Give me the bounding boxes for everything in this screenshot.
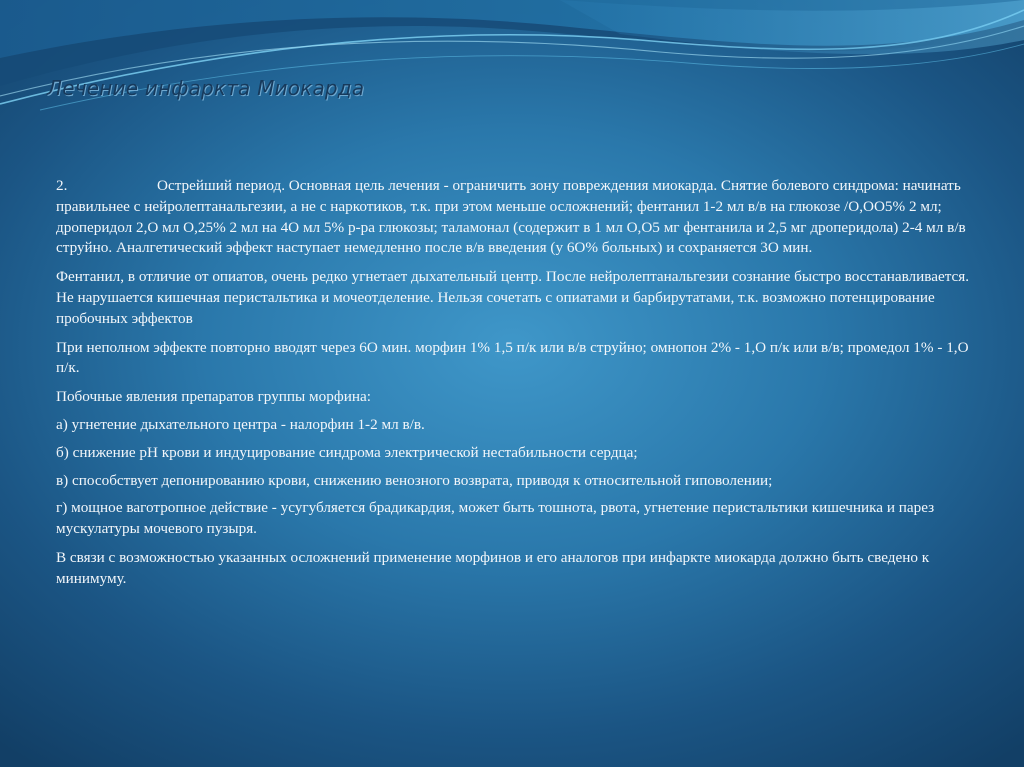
paragraph-1	[56, 176, 976, 259]
paragraph-5: а) угнетение дыхательного центра - налорфин 1-2 мл в/в.	[56, 415, 425, 433]
slide-body	[56, 176, 976, 598]
decorative-waves	[0, 0, 1024, 130]
paragraph-2: Фентанил, в отличие от опиатов, очень редко угнетает дыхательный центр. После нейролептанальгезии сознание быстро восстанавливается. Не нарушается кишечная перистальтика и мочеотделение. Нельзя сочетать с опиатами и барбирутатами, т.к. возможно потенцирование пробочных эффектов	[56, 268, 970, 327]
item-number: 2.	[56, 177, 68, 194]
paragraph-3: При неполном эффекте повторно вводят через 6О мин. морфин 1% 1,5 п/к или в/в струйно; омнопон 2% - 1,О п/к или в/в; промедол 1% - 1,О п/к.	[56, 338, 969, 377]
paragraph-9: В связи с возможностью указанных осложнений применение морфинов и его аналогов при инфаркте миокарда должно быть сведено к минимуму.	[56, 548, 930, 587]
paragraph-1-text: Острейший период. Основная цель лечения - ограничить зону повреждения миокарда. Снятие болевого синдрома: начинать правильнее с нейролептанальгезии, а не с наркотиков, т.к. при этом меньше осложнений; фентанил 1-2 мл в/в на глюкозе /О,ОО5% 2 мл; дроперидол 2,О мл О,25% 2 мл на 4О мл 5% р-ра глюкозы; таламонал (содержит в 1 мл О,О5 мг фентанила и 2,5 мг дроперидола) 2-4 мл в/в струйно. Аналгетический эффект наступает немедленно после в/в введения (у 6О% больных) и сохраняется 3О мин.	[56, 177, 966, 257]
paragraph-8: г) мощное ваготропное действие - усугубляется брадикардия, может быть тошнота, рвота, угнетение перистальтики кишечника и парез мускулатуры мочевого пузыря.	[56, 499, 935, 538]
slide-title: Лечение инфаркта Миокарда	[47, 76, 365, 100]
paragraph-7: в) способствует депонированию крови, снижению венозного возврата, приводя к относительной гиповолении;	[56, 471, 773, 489]
paragraph-4: Побочные явления препаратов группы морфина:	[56, 388, 371, 406]
paragraph-6: б) снижение рН крови и индуцирование синдрома электрической нестабильности сердца;	[56, 443, 638, 461]
